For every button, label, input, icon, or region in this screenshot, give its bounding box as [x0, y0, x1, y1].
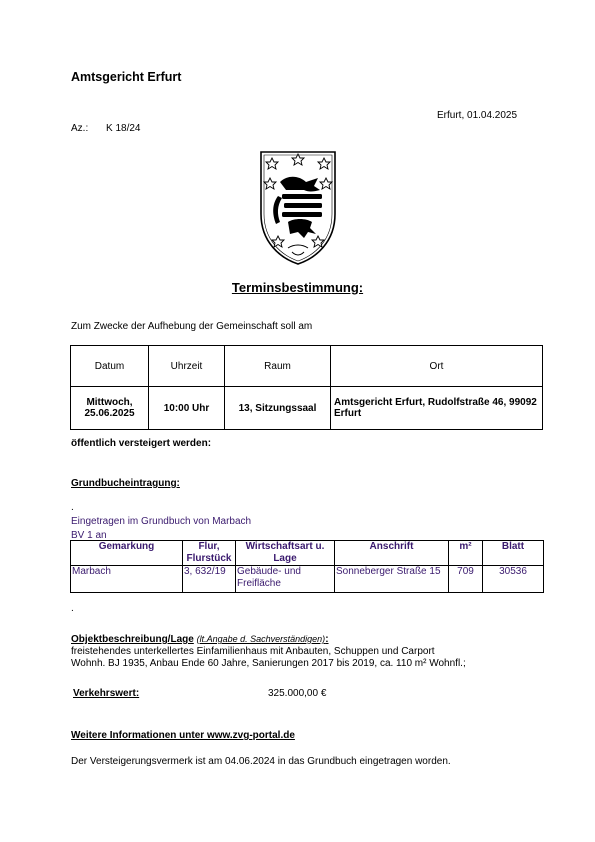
cell-blatt: 30536 — [483, 566, 544, 593]
thuringia-coat-of-arms-icon — [258, 148, 338, 266]
appointment-table — [70, 345, 543, 430]
header-date: Datum — [71, 346, 149, 387]
appointment-date — [71, 387, 149, 430]
appointment-time: 10:00 Uhr — [149, 387, 225, 430]
land-register-bv: BV 1 an — [71, 530, 107, 541]
intro-text: Zum Zwecke der Aufhebung der Gemeinschaft soll am — [71, 321, 313, 332]
table-row — [71, 566, 544, 593]
separator-dot: . — [71, 502, 74, 513]
object-heading-colon: : — [325, 634, 329, 645]
appointment-header-row — [71, 346, 543, 387]
document-title: Terminsbestimmung: — [231, 280, 364, 295]
land-register-registered: Eingetragen im Grundbuch von Marbach — [71, 516, 252, 527]
col-area: m² — [449, 541, 483, 566]
separator-dot: . — [71, 603, 74, 614]
appointment-room: 13, Sitzungssaal — [225, 387, 331, 430]
appointment-day: 25.06.2025 — [84, 408, 135, 419]
market-value-amount: 325.000,00 € — [268, 688, 327, 699]
cell-gemarkung: Marbach — [71, 566, 183, 593]
land-register-heading: Grundbucheintragung: — [71, 478, 180, 489]
object-heading-label: Objektbeschreibung/Lage — [71, 634, 194, 645]
file-number-label: Az.: — [71, 123, 89, 134]
market-value-label: Verkehrswert: — [73, 688, 140, 699]
land-register-table — [70, 540, 544, 593]
appointment-weekday: Mittwoch, — [86, 397, 133, 408]
header-location: Ort — [331, 346, 543, 387]
col-anschrift: Anschrift — [335, 541, 449, 566]
object-description-line: Wohnh. BJ 1935, Anbau Ende 60 Jahre, Sanierungen 2017 bis 2019, ca. 110 m² Wohnfl.; — [71, 658, 466, 669]
appointment-row — [71, 387, 543, 430]
cell-area: 709 — [449, 566, 483, 593]
cell-anschrift: Sonneberger Straße 15 — [335, 566, 449, 593]
header-time: Uhrzeit — [149, 346, 225, 387]
registration-note: Der Versteigerungsvermerk ist am 04.06.2024 in das Grundbuch eingetragen worden. — [71, 756, 451, 767]
object-heading — [71, 634, 329, 645]
land-register-header-row — [71, 541, 544, 566]
col-blatt: Blatt — [483, 541, 544, 566]
place-date: Erfurt, 01.04.2025 — [437, 110, 518, 121]
object-description-line: freistehendes unterkellertes Einfamilienhaus mit Anbauten, Schuppen und Carport — [71, 646, 435, 657]
col-wirtschaftsart: Wirtschaftsart u. Lage — [236, 541, 335, 566]
auction-text: öffentlich versteigert werden: — [71, 438, 212, 449]
court-name: Amtsgericht Erfurt — [71, 70, 182, 84]
col-flur: Flur, Flurstück — [183, 541, 236, 566]
more-info-link[interactable]: Weitere Informationen unter www.zvg-portal.de — [71, 730, 295, 741]
file-number — [71, 123, 141, 134]
object-heading-note: (lt.Angabe d. Sachverständigen) — [196, 634, 326, 644]
appointment-location: Amtsgericht Erfurt, Rudolfstraße 46, 99092 Erfurt — [331, 387, 543, 430]
col-gemarkung: Gemarkung — [71, 541, 183, 566]
cell-wirtschaftsart: Gebäude- und Freifläche — [236, 566, 335, 593]
file-number-value: K 18/24 — [106, 123, 141, 134]
cell-flur: 3, 632/19 — [183, 566, 236, 593]
header-room: Raum — [225, 346, 331, 387]
